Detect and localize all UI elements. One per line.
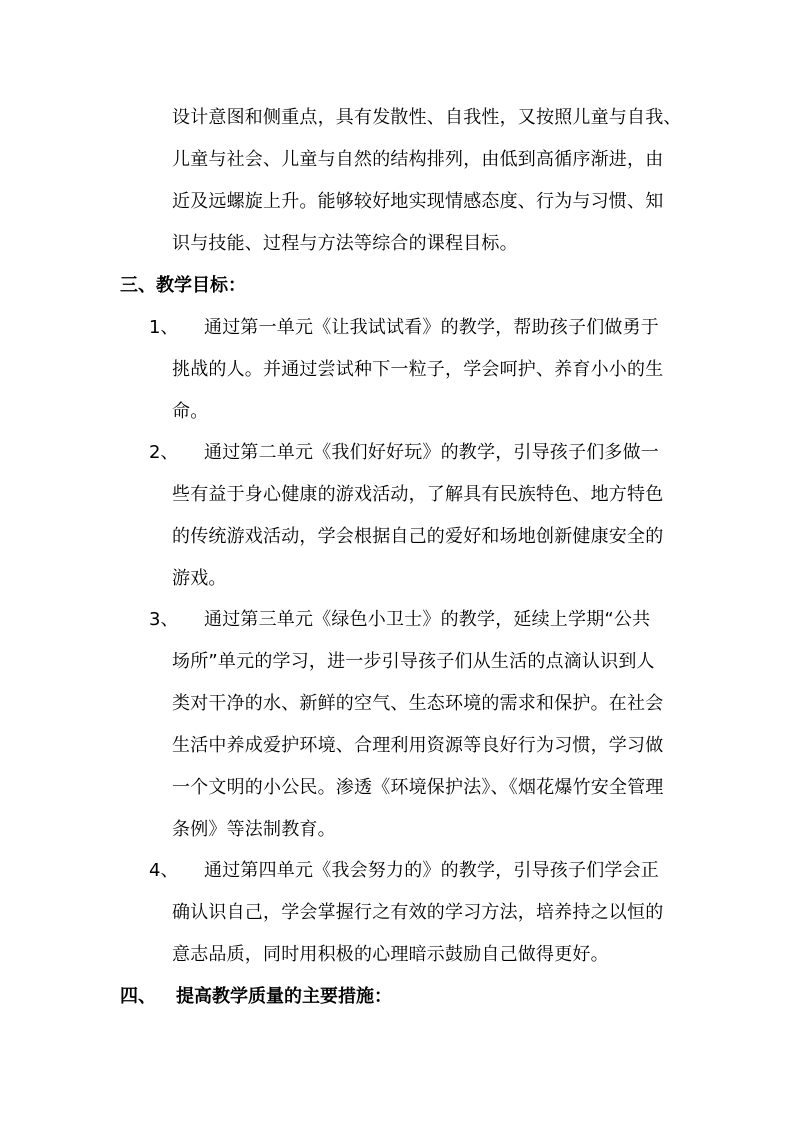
item-4-line-2: 确认识自己，学会掌握行之有效的学习方法，培养持之以恒的 bbox=[172, 902, 664, 923]
item-4-line-1: 通过第四单元《我会努力的》的教学，引导孩子们学会正 bbox=[204, 860, 659, 881]
item-2-number: 2、 bbox=[149, 442, 179, 463]
item-3-line-3: 类对干净的水、新鲜的空气、生态环境的需求和保护。在社会 bbox=[172, 693, 664, 714]
item-1-line-3: 命。 bbox=[172, 401, 209, 422]
item-3-line-6: 条例》等法制教育。 bbox=[172, 819, 336, 840]
item-2-line-1: 通过第二单元《我们好好玩》的教学，引导孩子们多做一 bbox=[204, 442, 659, 463]
item-2-line-3: 的传统游戏活动，学会根据自己的爱好和场地创新健康安全的 bbox=[172, 526, 664, 547]
item-3-line-4: 生活中养成爱护环境、合理利用资源等良好行为习惯，学习做 bbox=[172, 735, 664, 756]
intro-line-4: 识与技能、过程与方法等综合的课程目标。 bbox=[172, 233, 518, 254]
item-1-number: 1、 bbox=[149, 317, 179, 338]
item-3-number: 3、 bbox=[149, 609, 179, 630]
intro-line-2: 儿童与社会、儿童与自然的结构排列，由低到高循序渐进，由 bbox=[172, 149, 664, 170]
item-2-line-4: 游戏。 bbox=[172, 568, 227, 589]
item-3-line-1: 通过第三单元《绿色小卫士》的教学，延续上学期“公共 bbox=[204, 609, 651, 630]
intro-line-1: 设计意图和侧重点，具有发散性、自我性，又按照儿童与自我、 bbox=[172, 107, 682, 128]
item-3-line-5: 一个文明的小公民。渗透《环境保护法》、《烟花爆竹安全管理 bbox=[172, 777, 664, 798]
item-2-line-2: 些有益于身心健康的游戏活动，了解具有民族特色、地方特色 bbox=[172, 484, 664, 505]
item-4-line-3: 意志品质，同时用积极的心理暗示鼓励自己做得更好。 bbox=[172, 944, 609, 965]
section-four-number: 四、 bbox=[120, 986, 156, 1007]
intro-line-3: 近及远螺旋上升。能够较好地实现情感态度、行为与习惯、知 bbox=[172, 191, 664, 212]
section-three-heading: 三、教学目标： bbox=[120, 275, 246, 296]
item-4-number: 4、 bbox=[149, 860, 179, 881]
section-four-heading: 提高教学质量的主要措施： bbox=[176, 986, 392, 1007]
item-1-line-2: 挑战的人。并通过尝试种下一粒子，学会呵护、养育小小的生 bbox=[172, 359, 664, 380]
item-1-line-1: 通过第一单元《让我试试看》的教学，帮助孩子们做勇于 bbox=[204, 317, 659, 338]
item-3-line-2: 场所”单元的学习，进一步引导孩子们从生活的点滴认识到人 bbox=[172, 651, 655, 672]
